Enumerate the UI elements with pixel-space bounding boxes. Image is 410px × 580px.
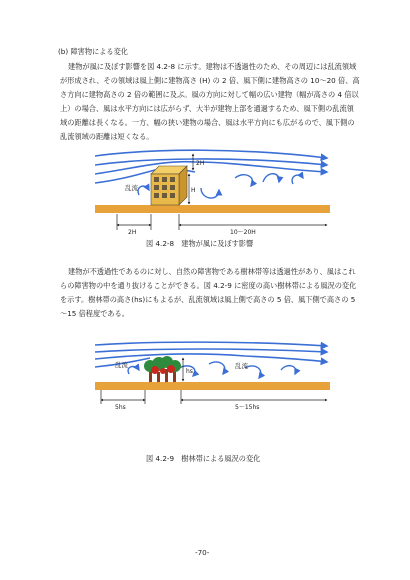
section-heading: (b) 障害物による変化 (58, 47, 128, 56)
label-hs: hs (186, 368, 193, 375)
para1-line: が形成され、その領域は風上側に建物高さ (H) の 2 倍、風下側に建物高さの 10～20 倍、高 (60, 76, 360, 85)
para2-line: 建物が不透過性であるのに対し、自然の障害物である樹林帯等は透過性があり、風はこれ (68, 267, 356, 276)
label-turbulence: 乱流 (125, 184, 138, 192)
figure-1-caption: 図 4.2-8 建物が風に及ぼす影響 (146, 239, 254, 248)
para1-line: さ方向に建物高さの 2 倍の範囲に及ぶ。風の方向に対して幅の広い建物（幅が高さの 4 倍以 (60, 90, 359, 99)
para1-line: 上）の場合、風は水平方向には広がらず、大半が建物上部を通過するため、風下側の乱流領 (60, 104, 354, 113)
label-turbulence-left: 乱流 (115, 361, 128, 369)
figure-building-wind (95, 148, 330, 236)
label-h: H (191, 187, 196, 194)
ground-strip (95, 382, 330, 390)
para2-line: らの障害物の中を通り抜けることができる。図 4.2-9 に密度の高い樹林帯による風況の変化 (60, 281, 357, 290)
figure-treebelt-wind (95, 340, 330, 415)
label-5hs: 5hs (115, 404, 126, 411)
para2-line: を示す。樹林帯の高さ(hs)にもよるが、乱流領域は風上側で高さの 5 倍、風下側で高さの 5 (60, 295, 356, 304)
label-2h-top: 2H (196, 160, 205, 167)
para2-line: ～15 倍程度である。 (60, 309, 129, 318)
ground-strip (95, 205, 330, 213)
tree-belt-icon (144, 356, 181, 382)
label-range: 10～20H (230, 229, 256, 236)
label-range: 5～15hs (235, 404, 260, 411)
para1-line: 乱流領域の距離は短くなる。 (60, 132, 154, 141)
figure-2-caption: 図 4.2-9 樹林帯による風況の変化 (146, 454, 261, 463)
page-number: -70- (195, 548, 210, 557)
building-icon (151, 166, 187, 205)
dimension-lines (101, 358, 327, 404)
para1-line: 域の距離は長くなる。一方、幅の狭い建物の場合、風は水平方向にも広がるので、風下側の (60, 118, 355, 127)
label-2h-bottom: 2H (128, 229, 137, 236)
para1-line: 建物が風に及ぼす影響を図 4.2-8 に示す。建物は不透過性のため、その周辺には乱流領域 (68, 62, 357, 71)
label-turbulence-right: 乱流 (235, 362, 248, 370)
